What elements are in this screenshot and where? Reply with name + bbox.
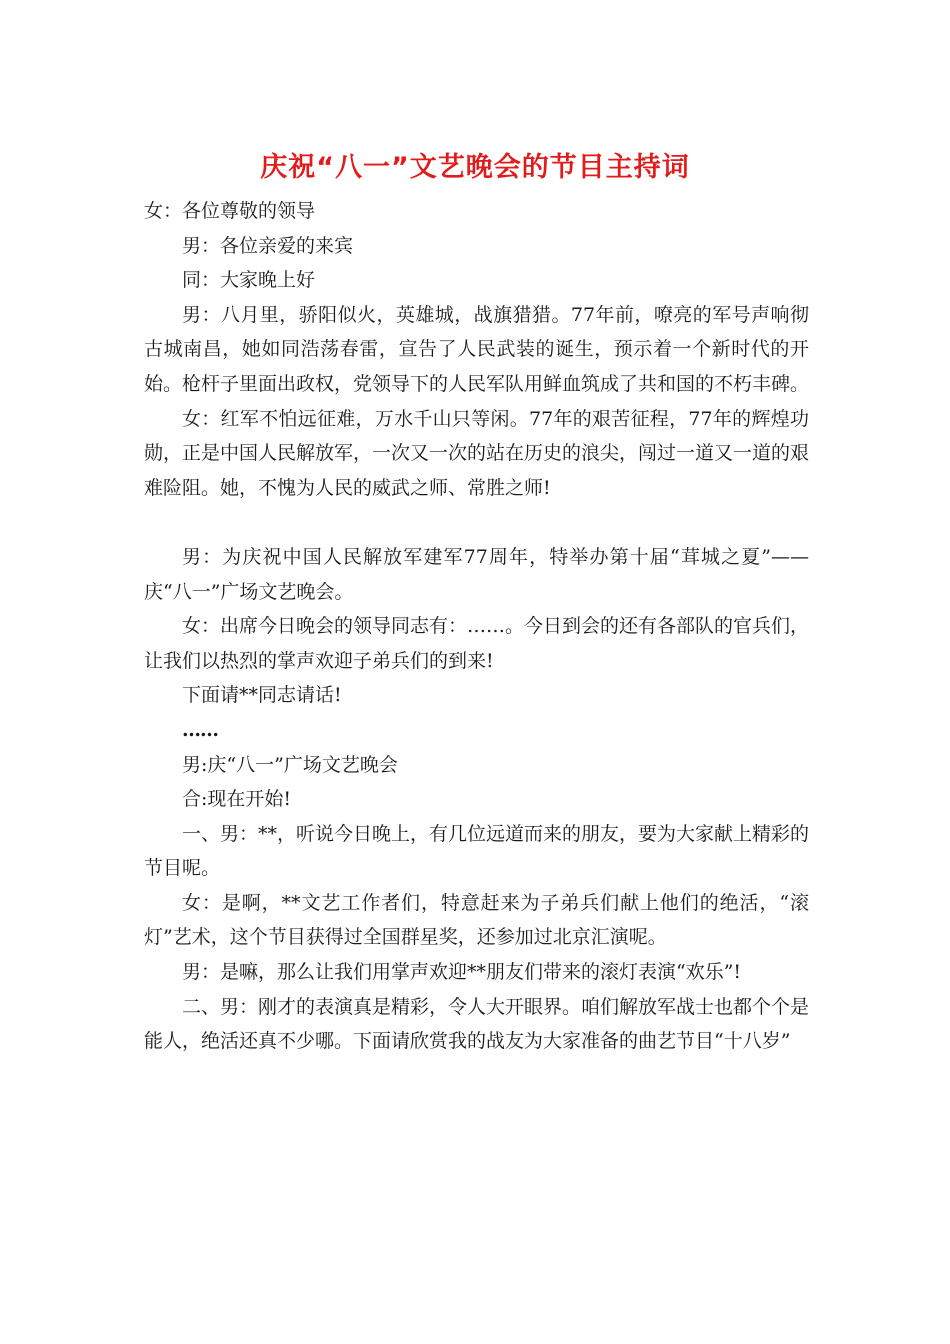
paragraph-13: 男：是嘛，那么让我们用掌声欢迎**朋友们带来的滚灯表演“欢乐”! <box>182 961 742 984</box>
paragraph-6: 男：为庆祝中国人民解放军建军77周年，特举办第十届“茸城之夏”——庆“八一”广场文艺晚会。 <box>144 545 809 603</box>
paragraph-7: 女：出席今日晚会的领导同志有：……。今日到会的还有各部队的官兵们，让我们以热烈的掌声欢迎子弟兵们的到来! <box>144 615 810 672</box>
paragraph-ellipsis: …… <box>182 718 218 741</box>
paragraph-5: 女：红军不怕远征难，万水千山只等闲。77年的艰苦征程，77年的辉煌功勋，正是中国人民解放军，一次又一次的站在历史的浪尖，闯过一道又一道的艰难险阻。她，不愧为人民的威武之师、常胜之师! <box>144 407 810 499</box>
document-body <box>144 194 809 1059</box>
paragraph-14: 二、男：刚才的表演真是精彩，令人大开眼界。咱们解放军战士也都个个是能人，绝活还真不少哪。下面请欣赏我的战友为大家准备的曲艺节目“十八岁” <box>144 995 810 1053</box>
blank-line <box>144 505 809 540</box>
paragraph-8: 下面请**同志请话! <box>182 684 342 707</box>
paragraph-3: 同：大家晚上好 <box>182 269 316 292</box>
paragraph-9: 男:庆“八一”广场文艺晚会 <box>182 753 398 776</box>
paragraph-12: 女：是啊，**文艺工作者们，特意赶来为子弟兵们献上他们的绝活，“滚灯”艺术，这个节目获得过全国群星奖，还参加过北京汇演呢。 <box>144 891 809 949</box>
paragraph-10: 合:现在开始! <box>182 788 292 811</box>
document-title: 庆祝“八一”文艺晚会的节目主持词 <box>260 152 690 183</box>
paragraph-2: 男：各位亲爱的来宾 <box>182 234 354 257</box>
paragraph-11: 一、男：**，听说今日晚上，有几位远道而来的朋友，要为大家献上精彩的节目呢。 <box>144 822 810 880</box>
paragraph-4: 男：八月里，骄阳似火，英雄城，战旗猎猎。77年前，嘹亮的军号声响彻古城南昌，她如同浩荡春雷，宣告了人民武装的诞生，预示着一个新时代的开始。枪杆子里面出政权，党领导下的人民军队用鲜血筑成了共和国的不朽丰碑。 <box>144 303 810 395</box>
paragraph-1: 女：各位尊敬的领导 <box>144 200 316 222</box>
